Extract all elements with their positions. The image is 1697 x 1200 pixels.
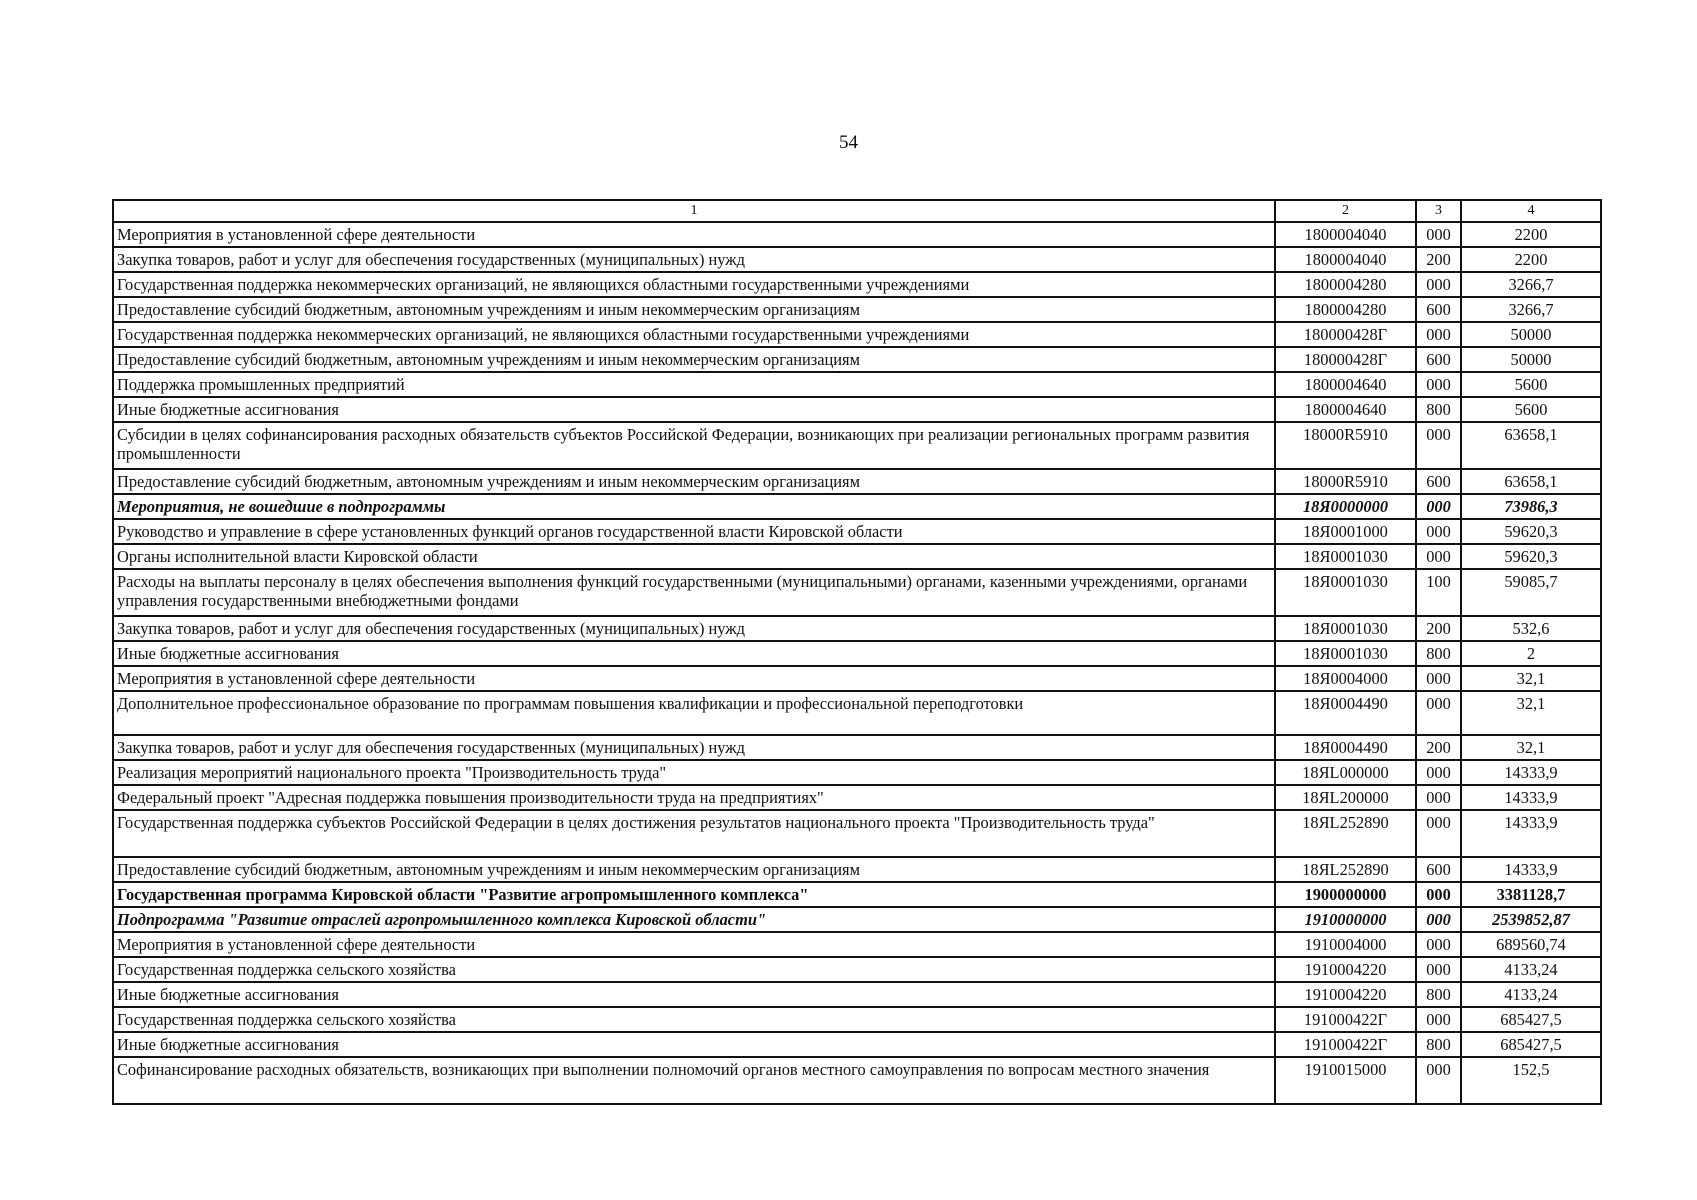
row-type-cell: 000 [1416,932,1461,957]
row-type-cell: 200 [1416,735,1461,760]
row-type-cell: 200 [1416,616,1461,641]
row-code-cell: 1910000000 [1275,907,1416,932]
row-type-cell: 000 [1416,760,1461,785]
row-code-cell: 18Я0001030 [1275,569,1416,616]
row-code-cell: 1910004220 [1275,957,1416,982]
row-name-cell: Иные бюджетные ассигнования [113,982,1275,1007]
row-type-cell: 000 [1416,785,1461,810]
row-code-cell: 18ЯL252890 [1275,857,1416,882]
row-type-cell: 000 [1416,882,1461,907]
table-row [113,422,1601,469]
row-code-cell: 1800004640 [1275,372,1416,397]
row-sum-cell: 14333,9 [1461,810,1601,857]
row-type-cell: 000 [1416,691,1461,735]
row-type-cell: 000 [1416,1007,1461,1032]
table-row [113,616,1601,641]
row-name-cell: Государственная поддержка субъектов Российской Федерации в целях достижения результатов национального проекта "Производительность труда" [113,810,1275,857]
row-code-cell: 18Я0001030 [1275,616,1416,641]
table-row [113,544,1601,569]
row-type-cell: 600 [1416,857,1461,882]
row-name-cell: Предоставление субсидий бюджетным, автономным учреждениям и иным некоммерческим организациям [113,347,1275,372]
row-sum-cell: 4133,24 [1461,982,1601,1007]
row-type-cell: 000 [1416,810,1461,857]
row-code-cell: 191000422Г [1275,1007,1416,1032]
row-type-cell: 100 [1416,569,1461,616]
row-type-cell: 800 [1416,982,1461,1007]
table-row [113,957,1601,982]
row-type-cell: 000 [1416,272,1461,297]
row-name-cell: Реализация мероприятий национального проекта "Производительность труда" [113,760,1275,785]
row-code-cell: 18ЯL000000 [1275,760,1416,785]
row-sum-cell: 14333,9 [1461,857,1601,882]
row-type-cell: 000 [1416,422,1461,469]
row-name-cell: Предоставление субсидий бюджетным, автономным учреждениям и иным некоммерческим организациям [113,297,1275,322]
row-type-cell: 000 [1416,519,1461,544]
row-code-cell: 18Я0001030 [1275,544,1416,569]
row-code-cell: 18Я0004490 [1275,735,1416,760]
row-sum-cell: 685427,5 [1461,1007,1601,1032]
table-row [113,569,1601,616]
row-code-cell: 180000428Г [1275,347,1416,372]
row-sum-cell: 4133,24 [1461,957,1601,982]
row-name-cell: Мероприятия в установленной сфере деятельности [113,932,1275,957]
row-sum-cell: 2 [1461,641,1601,666]
table-row [113,322,1601,347]
row-name-cell: Предоставление субсидий бюджетным, автономным учреждениям и иным некоммерческим организациям [113,469,1275,494]
table-row [113,347,1601,372]
table-row [113,666,1601,691]
row-sum-cell: 50000 [1461,347,1601,372]
row-name-cell: Софинансирование расходных обязательств, возникающих при выполнении полномочий органов местного самоуправления по вопросам местного значения [113,1057,1275,1104]
table-row [113,247,1601,272]
row-code-cell: 191000422Г [1275,1032,1416,1057]
row-type-cell: 000 [1416,957,1461,982]
row-sum-cell: 32,1 [1461,735,1601,760]
row-code-cell: 1910004220 [1275,982,1416,1007]
table-row [113,494,1601,519]
row-type-cell: 000 [1416,1057,1461,1104]
row-type-cell: 200 [1416,247,1461,272]
table-row [113,691,1601,735]
row-sum-cell: 2200 [1461,222,1601,247]
row-sum-cell: 3381128,7 [1461,882,1601,907]
row-name-cell: Иные бюджетные ассигнования [113,1032,1275,1057]
table-row [113,785,1601,810]
table-row [113,760,1601,785]
row-sum-cell: 14333,9 [1461,785,1601,810]
budget-table [112,199,1602,1105]
row-name-cell: Органы исполнительной власти Кировской области [113,544,1275,569]
table-row [113,857,1601,882]
row-sum-cell: 152,5 [1461,1057,1601,1104]
row-name-cell: Дополнительное профессиональное образование по программам повышения квалификации и профессиональной переподготовки [113,691,1275,735]
row-code-cell: 1800004040 [1275,222,1416,247]
table-row [113,982,1601,1007]
row-name-cell: Закупка товаров, работ и услуг для обеспечения государственных (муниципальных) нужд [113,616,1275,641]
row-sum-cell: 59620,3 [1461,519,1601,544]
row-code-cell: 1910004000 [1275,932,1416,957]
table-row [113,222,1601,247]
table-body [113,222,1601,1104]
row-name-cell: Закупка товаров, работ и услуг для обеспечения государственных (муниципальных) нужд [113,247,1275,272]
table-row [113,932,1601,957]
row-name-cell: Государственная поддержка некоммерческих организаций, не являющихся областными государственными учреждениями [113,322,1275,347]
row-sum-cell: 32,1 [1461,666,1601,691]
row-code-cell: 18Я0004490 [1275,691,1416,735]
table-row [113,297,1601,322]
row-sum-cell: 3266,7 [1461,272,1601,297]
row-sum-cell: 73986,3 [1461,494,1601,519]
row-name-cell: Государственная поддержка сельского хозяйства [113,1007,1275,1032]
column-header-sum: 4 [1461,200,1601,222]
table-row [113,735,1601,760]
row-type-cell: 000 [1416,907,1461,932]
row-sum-cell: 689560,74 [1461,932,1601,957]
column-header-name: 1 [113,200,1275,222]
row-type-cell: 800 [1416,641,1461,666]
row-type-cell: 000 [1416,494,1461,519]
table-row [113,519,1601,544]
row-type-cell: 000 [1416,322,1461,347]
row-sum-cell: 32,1 [1461,691,1601,735]
row-name-cell: Предоставление субсидий бюджетным, автономным учреждениям и иным некоммерческим организациям [113,857,1275,882]
row-sum-cell: 5600 [1461,372,1601,397]
table-row [113,1007,1601,1032]
row-sum-cell: 14333,9 [1461,760,1601,785]
table-row [113,882,1601,907]
row-name-cell: Государственная поддержка сельского хозяйства [113,957,1275,982]
row-code-cell: 18000R5910 [1275,469,1416,494]
row-code-cell: 18Я0001000 [1275,519,1416,544]
row-sum-cell: 532,6 [1461,616,1601,641]
row-code-cell: 18000R5910 [1275,422,1416,469]
row-sum-cell: 59620,3 [1461,544,1601,569]
row-sum-cell: 63658,1 [1461,469,1601,494]
row-sum-cell: 2200 [1461,247,1601,272]
row-type-cell: 600 [1416,469,1461,494]
row-name-cell: Закупка товаров, работ и услуг для обеспечения государственных (муниципальных) нужд [113,735,1275,760]
table-row [113,1032,1601,1057]
row-code-cell: 1910015000 [1275,1057,1416,1104]
table-row [113,372,1601,397]
row-sum-cell: 685427,5 [1461,1032,1601,1057]
row-code-cell: 18Я0004000 [1275,666,1416,691]
row-type-cell: 600 [1416,347,1461,372]
row-type-cell: 800 [1416,1032,1461,1057]
row-sum-cell: 63658,1 [1461,422,1601,469]
page-number: 54 [839,132,858,153]
row-sum-cell: 50000 [1461,322,1601,347]
row-code-cell: 1900000000 [1275,882,1416,907]
row-code-cell: 18Я0001030 [1275,641,1416,666]
row-code-cell: 1800004280 [1275,297,1416,322]
column-header-type: 3 [1416,200,1461,222]
row-type-cell: 000 [1416,372,1461,397]
row-sum-cell: 2539852,87 [1461,907,1601,932]
row-name-cell: Руководство и управление в сфере установленных функций органов государственной власти Кировской области [113,519,1275,544]
row-name-cell: Поддержка промышленных предприятий [113,372,1275,397]
row-name-cell: Расходы на выплаты персоналу в целях обеспечения выполнения функций государственными (муниципальными) органами, казенными учреждениями, органами управления государственными внебюджетными фондами [113,569,1275,616]
row-code-cell: 1800004280 [1275,272,1416,297]
row-type-cell: 000 [1416,666,1461,691]
row-name-cell: Подпрограмма "Развитие отраслей агропромышленного комплекса Кировской области" [113,907,1275,932]
row-sum-cell: 59085,7 [1461,569,1601,616]
table-row [113,810,1601,857]
row-name-cell: Иные бюджетные ассигнования [113,397,1275,422]
row-code-cell: 18Я0000000 [1275,494,1416,519]
row-code-cell: 1800004040 [1275,247,1416,272]
row-code-cell: 180000428Г [1275,322,1416,347]
row-name-cell: Мероприятия в установленной сфере деятельности [113,666,1275,691]
table-row [113,641,1601,666]
row-name-cell: Государственная поддержка некоммерческих организаций, не являющихся областными государственными учреждениями [113,272,1275,297]
row-type-cell: 000 [1416,222,1461,247]
row-name-cell: Государственная программа Кировской области "Развитие агропромышленного комплекса" [113,882,1275,907]
table-row [113,272,1601,297]
table-header-row [113,200,1601,222]
row-sum-cell: 5600 [1461,397,1601,422]
row-name-cell: Мероприятия в установленной сфере деятельности [113,222,1275,247]
column-header-code: 2 [1275,200,1416,222]
row-name-cell: Субсидии в целях софинансирования расходных обязательств субъектов Российской Федерации, возникающих при реализации региональных программ развития промышленности [113,422,1275,469]
row-code-cell: 18ЯL252890 [1275,810,1416,857]
table-row [113,1057,1601,1104]
row-type-cell: 000 [1416,544,1461,569]
table-row [113,907,1601,932]
row-code-cell: 18ЯL200000 [1275,785,1416,810]
row-type-cell: 600 [1416,297,1461,322]
table-row [113,397,1601,422]
row-code-cell: 1800004640 [1275,397,1416,422]
row-type-cell: 800 [1416,397,1461,422]
row-name-cell: Иные бюджетные ассигнования [113,641,1275,666]
row-name-cell: Мероприятия, не вошедшие в подпрограммы [113,494,1275,519]
row-sum-cell: 3266,7 [1461,297,1601,322]
table-row [113,469,1601,494]
row-name-cell: Федеральный проект "Адресная поддержка повышения производительности труда на предприятиях" [113,785,1275,810]
